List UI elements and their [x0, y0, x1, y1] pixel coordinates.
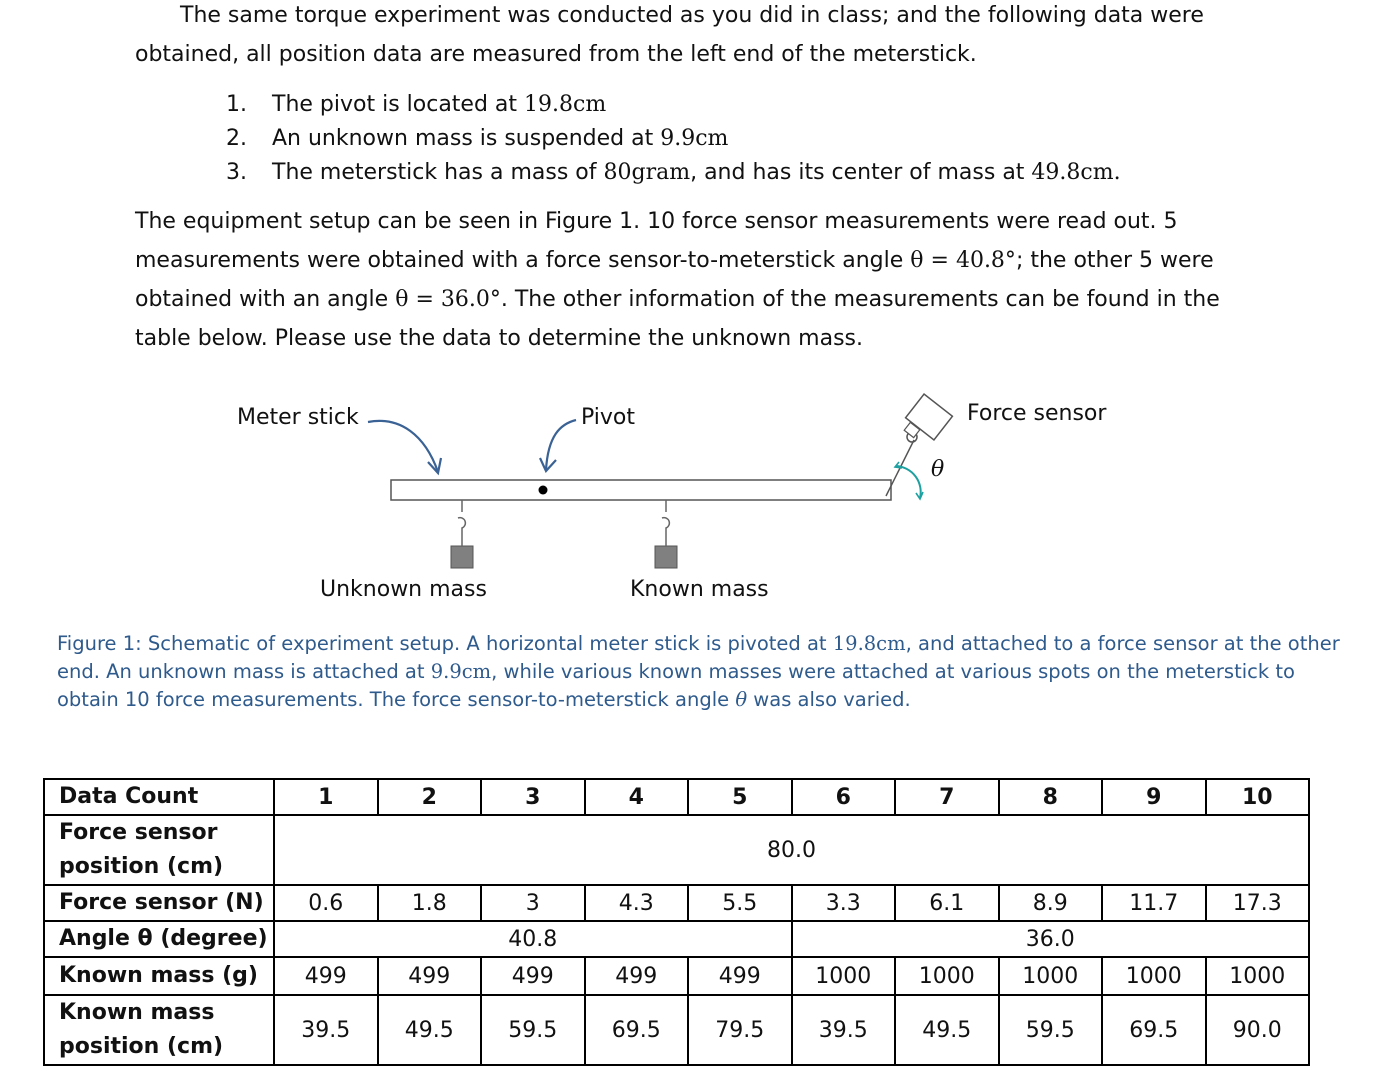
- table-row: [44, 921, 1309, 957]
- known-mass-label: Known mass: [630, 577, 769, 602]
- table-cell: 17.3: [1206, 885, 1310, 921]
- table-cell: 1000: [895, 957, 999, 995]
- table-cell: 499: [378, 957, 482, 995]
- meter-stick-label: Meter stick: [237, 405, 359, 430]
- table-cell: 6: [792, 779, 896, 815]
- table-cell: 499: [481, 957, 585, 995]
- table-cell: 39.5: [274, 995, 378, 1065]
- data-table: [43, 778, 1310, 1066]
- table-cell: 1000: [999, 957, 1103, 995]
- header-force-sensor: Force sensor (N): [44, 885, 274, 921]
- table-row: [44, 957, 1309, 995]
- table-cell: 36.0: [792, 921, 1310, 957]
- table-cell: 0.6: [274, 885, 378, 921]
- table-cell: 1000: [792, 957, 896, 995]
- table-cell: 39.5: [792, 995, 896, 1065]
- unknown-mass-label: Unknown mass: [320, 577, 487, 602]
- table-cell: 4.3: [585, 885, 689, 921]
- intro-line-2: obtained, all position data are measured from the left end of the meterstick.: [135, 42, 977, 67]
- header-force-sensor-position: Force sensor position (cm): [44, 815, 274, 885]
- table-cell: 3: [481, 885, 585, 921]
- table-cell: 2: [378, 779, 482, 815]
- intro-line-1: The same torque experiment was conducted as you did in class; and the following data were: [180, 3, 1204, 28]
- table-cell: 49.5: [378, 995, 482, 1065]
- table-row: [44, 779, 1309, 815]
- table-cell: 3: [481, 779, 585, 815]
- table-cell: 8: [999, 779, 1103, 815]
- known-mass-icon: [655, 500, 677, 568]
- table-cell: 499: [274, 957, 378, 995]
- list-item: 2. An unknown mass is suspended at 9.9cm: [226, 126, 729, 151]
- list-item: 1. The pivot is located at 19.8cm: [226, 92, 607, 117]
- theta-label: θ: [931, 457, 945, 482]
- force-sensor-label: Force sensor: [967, 401, 1107, 426]
- table-cell: 5: [688, 779, 792, 815]
- list-item: 3. The meterstick has a mass of 80gram, and has its center of mass at 49.8cm.: [226, 160, 1121, 185]
- setup-figure: [0, 380, 1385, 610]
- header-angle: Angle θ (degree): [44, 921, 274, 957]
- table-cell: 49.5: [895, 995, 999, 1065]
- meter-stick-arrow: [368, 421, 438, 472]
- table-cell: 1: [274, 779, 378, 815]
- table-cell: 69.5: [585, 995, 689, 1065]
- table-row: [44, 995, 1309, 1065]
- header-known-mass: Known mass (g): [44, 957, 274, 995]
- unknown-mass-icon: [451, 500, 473, 568]
- table-cell: 3.3: [792, 885, 896, 921]
- setup-diagram: [0, 380, 1385, 610]
- table-cell: 499: [585, 957, 689, 995]
- table-cell: 1000: [1102, 957, 1206, 995]
- meter-stick-bar: [391, 480, 891, 500]
- table-cell: 5.5: [688, 885, 792, 921]
- table-cell: 10: [1206, 779, 1310, 815]
- table-cell: 80.0: [274, 815, 1309, 885]
- table-cell: 79.5: [688, 995, 792, 1065]
- pivot-label: Pivot: [581, 405, 636, 430]
- setup-paragraph: The equipment setup can be seen in Figure 1. 10 force sensor measurements were read out. 5 measurements were obtained with a force sensor-to-meterstick angle θ = 40.8°; the other 5 were obtained with an angle θ = 36.0°. The other information of the measurements can be found in the table below. Please use the data to determine the unknown mass.: [135, 209, 1220, 351]
- table-row: [44, 885, 1309, 921]
- header-data-count: Data Count: [44, 779, 274, 815]
- table-cell: 11.7: [1102, 885, 1206, 921]
- table-row: [44, 815, 1309, 885]
- table-cell: 9: [1102, 779, 1206, 815]
- figure-caption: Figure 1: Schematic of experiment setup. A horizontal meter stick is pivoted at 19.8cm, and attached to a force sensor at the other end. An unknown mass is attached at 9.9cm, while various known masses were attached at various spots on the meterstick to obtain 10 force measurements. The force sensor-to-meterstick angle θ was also varied.: [57, 632, 1340, 711]
- table-cell: 7: [895, 779, 999, 815]
- table-cell: 69.5: [1102, 995, 1206, 1065]
- table-cell: 499: [688, 957, 792, 995]
- pivot-dot: [539, 486, 548, 495]
- table-cell: 59.5: [999, 995, 1103, 1065]
- table-cell: 4: [585, 779, 689, 815]
- table-cell: 90.0: [1206, 995, 1310, 1065]
- header-known-mass-position: Known mass position (cm): [44, 995, 274, 1065]
- table-cell: 6.1: [895, 885, 999, 921]
- table-cell: 1.8: [378, 885, 482, 921]
- table-cell: 1000: [1206, 957, 1310, 995]
- pivot-arrow: [546, 420, 576, 470]
- table-cell: 8.9: [999, 885, 1103, 921]
- table-cell: 40.8: [274, 921, 792, 957]
- table-cell: 59.5: [481, 995, 585, 1065]
